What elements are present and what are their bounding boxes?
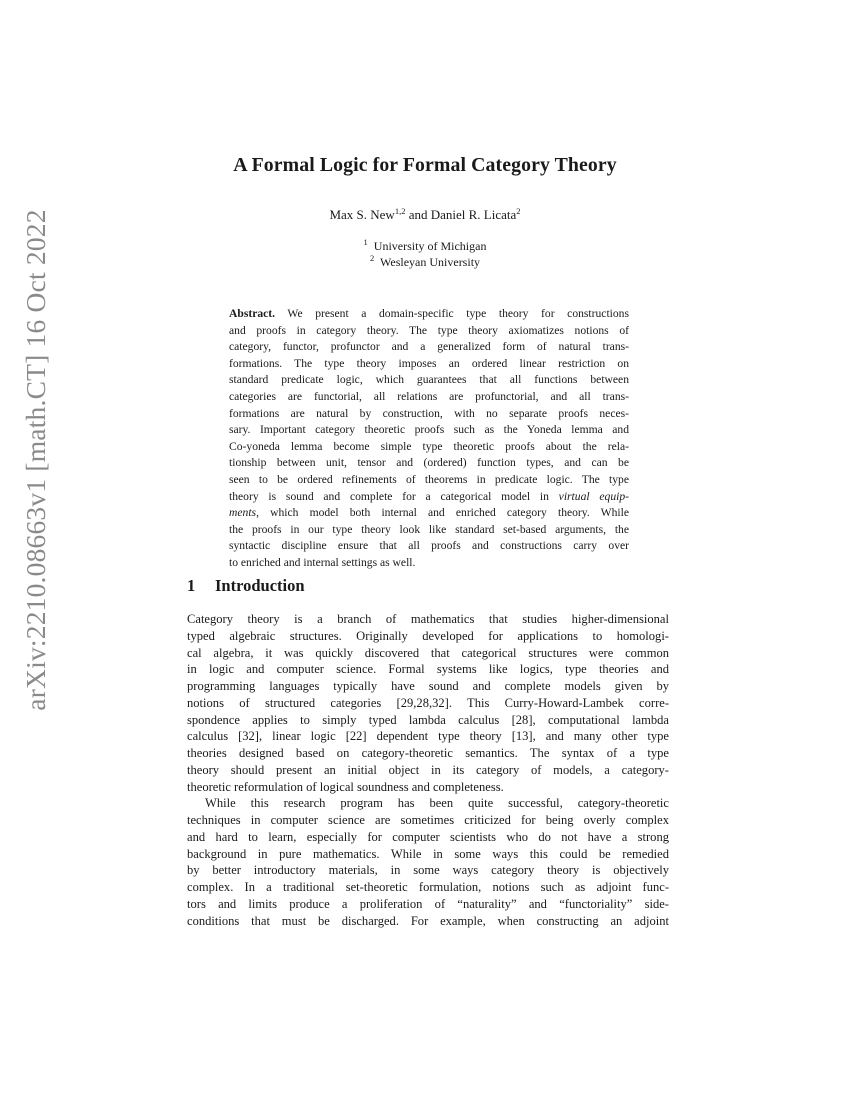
- paper-title: A Formal Logic for Formal Category Theory: [233, 154, 617, 176]
- body-text: [187, 611, 669, 929]
- arxiv-sidebar-stamp: [16, 209, 56, 711]
- text-line: calculus [32], linear logic [22] dependent type theory [13], and many other type: [187, 729, 669, 744]
- abstract-label: Abstract.: [229, 307, 276, 320]
- author-name: Max S. New: [329, 207, 395, 222]
- text-line: theory should present an initial object in its category of models, a category-: [187, 762, 669, 777]
- text-line: by better introductory materials, in some ways category theory is objectively: [187, 863, 669, 878]
- text-line: programming languages typically have sound and complete models given by: [187, 679, 669, 693]
- abstract-line: tionship between unit, tensor and (ordered) function types, and can be: [229, 456, 629, 470]
- paragraph: [187, 611, 669, 795]
- text-line: complex. In a traditional set-theoretic formulation, notions such as adjoint func-: [187, 880, 669, 894]
- text-line: cal algebra, it was quickly discovered that categorical structures were common: [187, 645, 669, 660]
- author-name: Daniel R. Licata: [430, 207, 517, 222]
- abstract-line: categories are functorial, all relations are profunctorial, and all trans-: [229, 389, 629, 403]
- text-line: typed algebraic structures. Originally developed for applications to homologi-: [187, 628, 669, 643]
- text-line: While this research program has been quite successful, category-theoretic: [205, 796, 669, 811]
- section-heading: [187, 576, 305, 596]
- text-line: in logic and computer science. Formal systems like logics, type theories and: [187, 662, 669, 677]
- abstract-line: formations. The type theory imposes an ordered linear restriction on: [229, 356, 629, 370]
- author-affiliation-marker: 1,2: [394, 206, 406, 216]
- text-line: notions of structured categories [29,28,32]. This Curry-Howard-Lambek corre-: [187, 695, 669, 710]
- author-affiliation-marker: 2: [516, 206, 521, 216]
- affiliation: [0, 254, 850, 270]
- affiliation-list: [0, 238, 850, 270]
- affiliation-marker: 1: [363, 237, 368, 247]
- abstract-line: Co-yoneda lemma become simple type theoretic proofs about the rela-: [229, 439, 629, 453]
- abstract-emphasis: virtual equip-: [558, 489, 629, 503]
- abstract-line: standard predicate logic, which guarantees that all functions between: [229, 373, 629, 387]
- abstract: [229, 306, 629, 572]
- affiliation-marker: 2: [369, 253, 375, 263]
- abstract-line: seen to be ordered refinements of theorems in predicate logic. The type: [229, 472, 629, 486]
- abstract-emphasis: ments: [229, 506, 257, 520]
- abstract-line: formations are natural by construction, with no separate proofs neces-: [229, 406, 629, 420]
- text-line: theoretic reformulation of logical soundness and completeness.: [187, 779, 504, 794]
- text-line: spondence applies to simply typed lambda calculus [28], computational lambda: [187, 712, 669, 727]
- text-line: Category theory is a branch of mathematics that studies higher-dimensional: [187, 612, 669, 626]
- abstract-line: sary. Important category theoretic proofs such as the Yoneda lemma and: [229, 423, 629, 437]
- abstract-text: , which model both internal and enriched category theory. While: [256, 506, 629, 520]
- abstract-line: syntactic discipline ensure that all proofs and constructions carry over: [229, 539, 629, 553]
- affiliation-name: Wesleyan University: [380, 255, 481, 269]
- abstract-text: theory is sound and complete for a categorical model in: [229, 489, 559, 503]
- section-number: 1: [187, 576, 196, 595]
- arxiv-identifier: arXiv:2210.08663v1 [math.CT] 16 Oct 2022: [20, 209, 51, 711]
- text-line: tors and limits produce a proliferation of “naturality” and “functoriality” side-: [187, 896, 669, 911]
- abstract-line: category, functor, profunctor and a generalized form of natural trans-: [229, 340, 629, 354]
- text-line: conditions that must be discharged. For example, when constructing an adjoint: [187, 913, 669, 928]
- section-title: Introduction: [215, 576, 305, 595]
- abstract-line: to enriched and internal settings as well.: [229, 555, 416, 569]
- text-line: and hard to learn, especially for computer scientists who do not have a strong: [187, 829, 669, 844]
- affiliation: [0, 238, 850, 254]
- abstract-line: [229, 489, 629, 506]
- text-line: techniques in computer science are sometimes criticized for being overly complex: [187, 813, 669, 827]
- affiliation-name: University of Michigan: [373, 239, 487, 253]
- abstract-line: [229, 505, 629, 522]
- abstract-line: the proofs in our type theory look like standard set-based arguments, the: [229, 522, 629, 536]
- text-line: theories designed based on category-theoretic semantics. The syntax of a type: [187, 746, 669, 760]
- abstract-line: and proofs in category theory. The type theory axiomatizes notions of: [229, 323, 629, 337]
- abstract-text: We present a domain-specific type theory for constructions: [275, 307, 629, 320]
- author-joiner: and: [405, 207, 431, 222]
- text-line: background in pure mathematics. While in some ways this could be remedied: [187, 846, 669, 861]
- author-list: [0, 207, 850, 223]
- paragraph: [187, 795, 669, 929]
